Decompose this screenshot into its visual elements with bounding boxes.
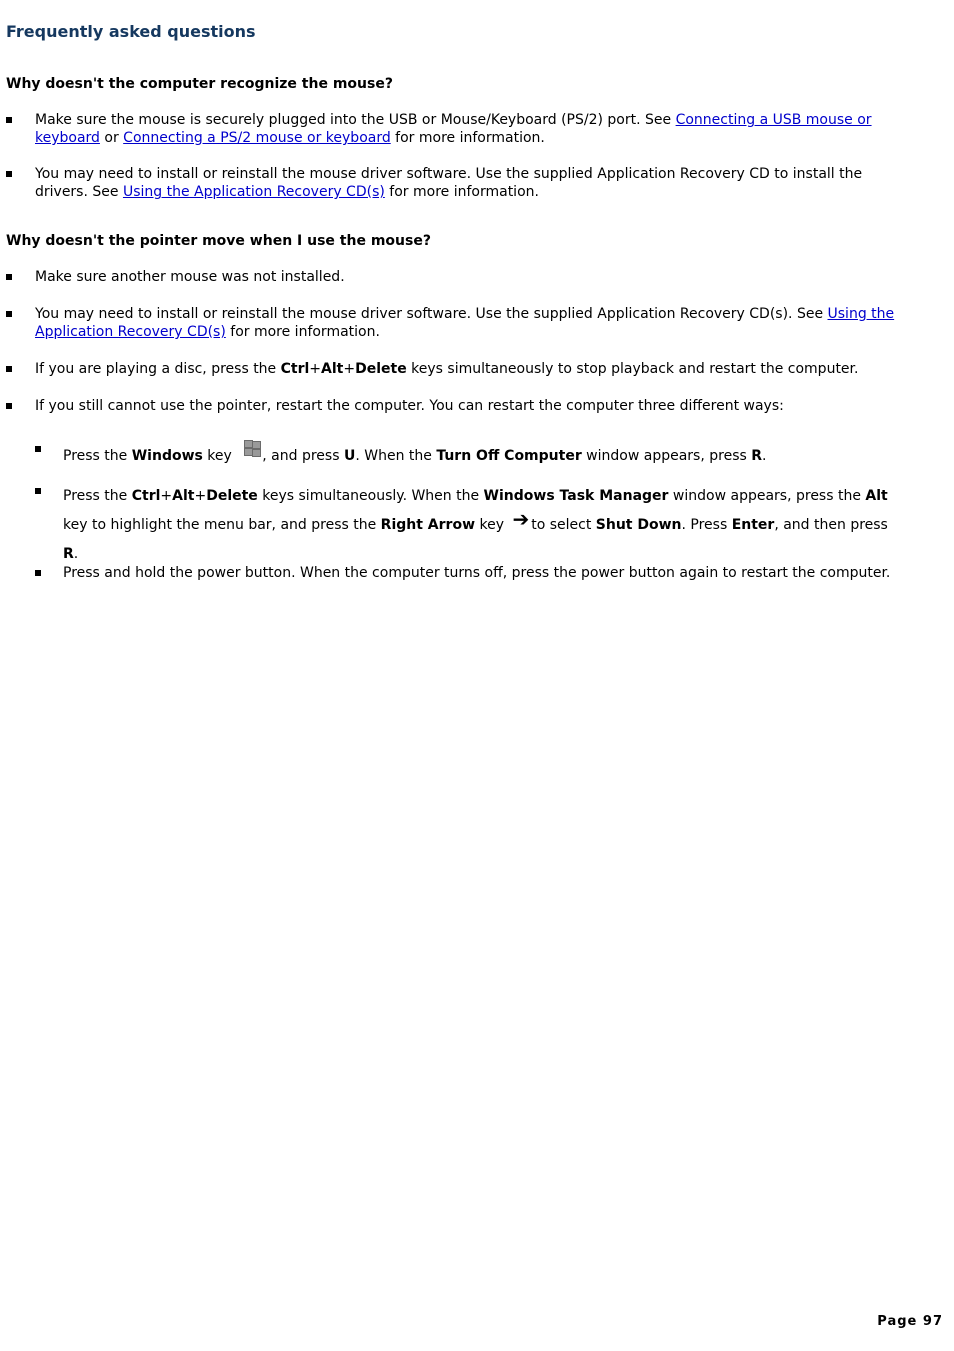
windows-key-icon [240,440,260,456]
bullet-icon [35,570,41,576]
bullet-icon [35,488,41,494]
list-item: If you still cannot use the pointer, restart the computer. You can restart the computer three different ways: [6,397,916,415]
sub-list-item: Press the Ctrl+Alt+Delete keys simultaneously. When the Windows Task Manager window appears, press the Alt key to highlight the menu bar, and press the Right Arrow key ➔ to select Shut Down. Press Enter, and then press R. [35,482,895,569]
bullet-icon [6,274,12,280]
bullet-icon [6,171,12,177]
page-number: Page 97 [877,1314,943,1329]
link-usb-mouse[interactable]: Connecting a USB mouse or keyboard [35,112,872,146]
bullet-icon [6,366,12,372]
sub-list-item: Press and hold the power button. When the computer turns off, press the power button again to restart the computer. [35,564,895,582]
bullet-icon [6,311,12,317]
list-item: Make sure the mouse is securely plugged into the USB or Mouse/Keyboard (PS/2) port. See Connecting a USB mouse or keyboard or Connecting a PS/2 mouse or keyboard for more information. [6,111,916,147]
page-title: Frequently asked questions [6,22,256,41]
bullet-icon [6,117,12,123]
list-item: You may need to install or reinstall the mouse driver software. Use the supplied Application Recovery CD to install the drivers. See Using the Application Recovery CD(s) for more information. [6,165,916,201]
sub-list-item: Press the Windows key , and press U. When the Turn Off Computer window appears, press R. [35,440,895,465]
question-1: Why doesn't the computer recognize the mouse? [6,76,393,92]
question-2: Why doesn't the pointer move when I use the mouse? [6,233,431,249]
link-application-recovery-2[interactable]: Using the Application Recovery CD(s) [35,306,895,340]
link-application-recovery[interactable]: Using the Application Recovery CD(s) [122,184,385,200]
bullet-icon [35,446,41,452]
link-ps2-mouse[interactable]: Connecting a PS/2 mouse or keyboard [123,130,391,146]
list-item: If you are playing a disc, press the Ctrl+Alt+Delete keys simultaneously to stop playback and restart the computer. [6,360,916,378]
list-item: Make sure another mouse was not installed. [6,268,916,286]
right-arrow-icon: ➔ [512,507,530,531]
bullet-icon [6,403,12,409]
list-item: You may need to install or reinstall the mouse driver software. Use the supplied Application Recovery CD(s). See Using the Application Recovery CD(s) for more information. [6,305,916,341]
